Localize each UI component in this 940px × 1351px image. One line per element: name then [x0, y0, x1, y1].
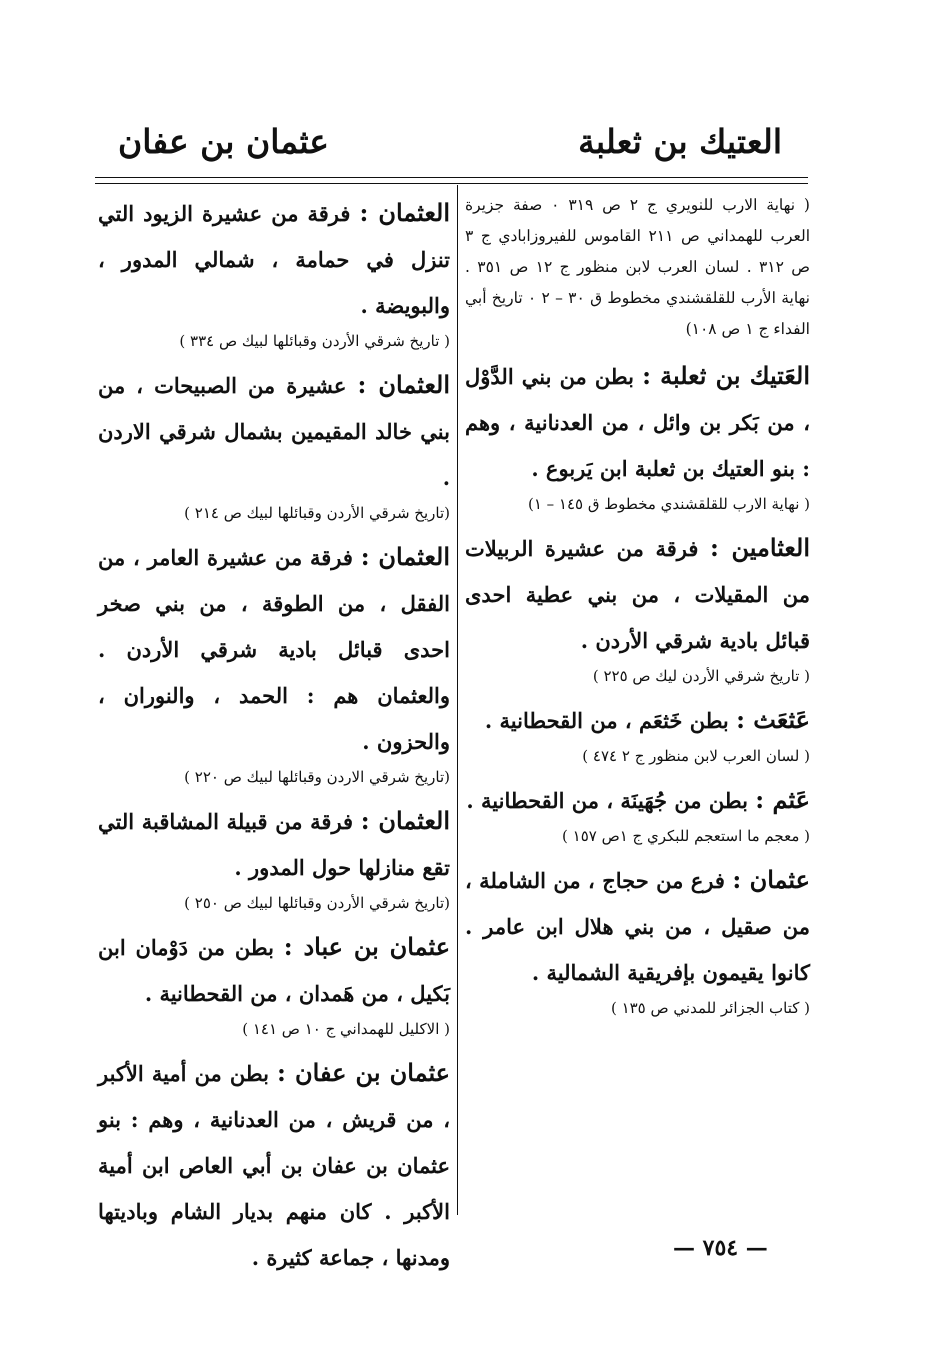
- entry: [465, 857, 810, 1021]
- entry-body: بطن من بني الدَّوْل ، من بَكر بن وائل ، من العدنانية ، وهم : بنو العتيك بن ثعلبة ابن يَربوع .: [465, 364, 810, 481]
- entry-heading: عثمان بن عفان :: [277, 1058, 451, 1087]
- entry-heading: العثمان :: [360, 806, 451, 835]
- entry-heading: عَثم :: [755, 785, 810, 814]
- entry-heading: العثمان :: [359, 198, 451, 227]
- entry-body: فرقة من عشيرة الربيلات من المقيلات ، من بني عطية احدى قبائل بادية شرقي الأردن .: [465, 536, 810, 653]
- running-title-left: عثمان بن عفان: [118, 122, 329, 161]
- entry: [465, 777, 810, 849]
- entry-body: بطن من جُهَينَة ، من القحطانية .: [466, 788, 748, 813]
- right-column: [465, 190, 810, 1029]
- entry-body: فرع من حجاج ، من الشاملة ، من صقيل ، من بني هلال ابن عامر . كانوا يقيمون بإفريقية الشمالية .: [465, 868, 810, 985]
- entry-heading: عثمان بن عباد :: [283, 932, 451, 961]
- entry-source: (تاريخ شرقي الأردن وقبائلها لبيك ص ٢٥٠ ): [184, 894, 450, 912]
- entry-heading: العثامين :: [710, 533, 810, 562]
- entry: [98, 534, 450, 790]
- page-number: — ٧٥٤ —: [673, 1235, 768, 1261]
- header-rule-top: [95, 177, 808, 178]
- entry: [98, 190, 450, 354]
- entry-source: ( تاريخ شرقي الأردن وقبائلها لبيك ص ٣٣٤ ): [179, 332, 450, 350]
- entry-body: فرقة من عشيرة الزيود التي تنزل في حمامة ، شمالي المدور ، والبويضة .: [98, 201, 450, 318]
- entry-body: عشيرة من الصبيحات ، من بني خالد المقيمين بشمال شرقي الاردن .: [98, 373, 450, 490]
- entry-source: (تاريخ شرقي الاردن وقبائلها لبيك ص ٢٢٠ ): [184, 768, 450, 786]
- entry-source: ( كتاب الجزائر للمدني ص ١٣٥ ): [610, 999, 810, 1017]
- intro-source-note: ( نهاية الارب للنويري ج ٢ ص ٣١٩ ٠ صفة جزيرة العرب للهمداني ص ٢١١ القاموس للفيروزابادي ج ٣ ص ٣١٢ . لسان العرب لابن منظور ج ١٢ ص ٣٥١ . نهاية الأرب للقلقشندي مخطوط ق ٣٠ – ٢ ٠ تاريخ أبي الفداء ج ١ ص ١٠٨): [465, 196, 811, 338]
- entry-body: بطن من أمية الأكبر ، من قريش ، من العدنانية ، وهم : بنو عثمان بن عفان بن أبي العاص ابن أمية الأكبر . كان منهم بديار الشام وباديتها ومدنها ، جماعة كثيرة .: [98, 1061, 450, 1270]
- entry: [98, 924, 450, 1042]
- entry: [98, 362, 450, 526]
- column-divider: [457, 185, 458, 1215]
- entry-source: ( معجم ما استعجم للبكري ج ١ص ١٥٧ ): [562, 827, 810, 845]
- entry-body: فرقة من قبيلة المشاقبة التي تقع منازلها حول المدور .: [98, 809, 450, 880]
- entry-heading: عَثعَث :: [736, 705, 810, 734]
- entry: [465, 697, 810, 769]
- entry-source: ( نهاية الارب للقلقشندي مخطوط ق ١٤٥ – ١): [527, 495, 810, 513]
- entry: [465, 353, 810, 517]
- entry: [98, 1050, 450, 1281]
- entry-source: ( لسان العرب لابن منظور ج ٢ ٤٧٤ ): [582, 747, 810, 765]
- entry-heading: عثمان :: [732, 865, 810, 894]
- entry-heading: العَتيك بن ثعلبة :: [642, 361, 810, 390]
- page-header: [0, 112, 940, 172]
- running-title-right: العتيك بن ثعلبة: [578, 122, 782, 161]
- entry-source: ( تاريخ شرقي الأردن ليك ص ٢٢٥ ): [592, 667, 810, 685]
- entry-body: فرقة من عشيرة العامر ، من الفقل ، من الطوقة ، من بني صخر احدى قبائل بادية شرقي الأردن . والعثمان هم : الحمد ، والنوران ، والحزون .: [98, 545, 450, 754]
- entry: [98, 798, 450, 916]
- entry: [465, 525, 810, 689]
- entry-heading: العثمان :: [360, 542, 451, 571]
- entry-source: (تاريخ شرقي الأردن وقبائلها لبيك ص ٢١٤ ): [184, 504, 450, 522]
- left-column: [98, 190, 450, 1281]
- entry-heading: العثمان :: [357, 370, 451, 399]
- entry-source: ( الاكليل للهمداني ج ١٠ ص ١٤١ ): [242, 1020, 450, 1038]
- entry-body: بطن خَثعَم ، من القحطانية .: [484, 708, 729, 733]
- header-rule-bottom: [95, 183, 808, 184]
- entry-body: بطن من دَوْمان ابن بَكيل ، من هَمدان ، من القحطانية .: [98, 935, 450, 1006]
